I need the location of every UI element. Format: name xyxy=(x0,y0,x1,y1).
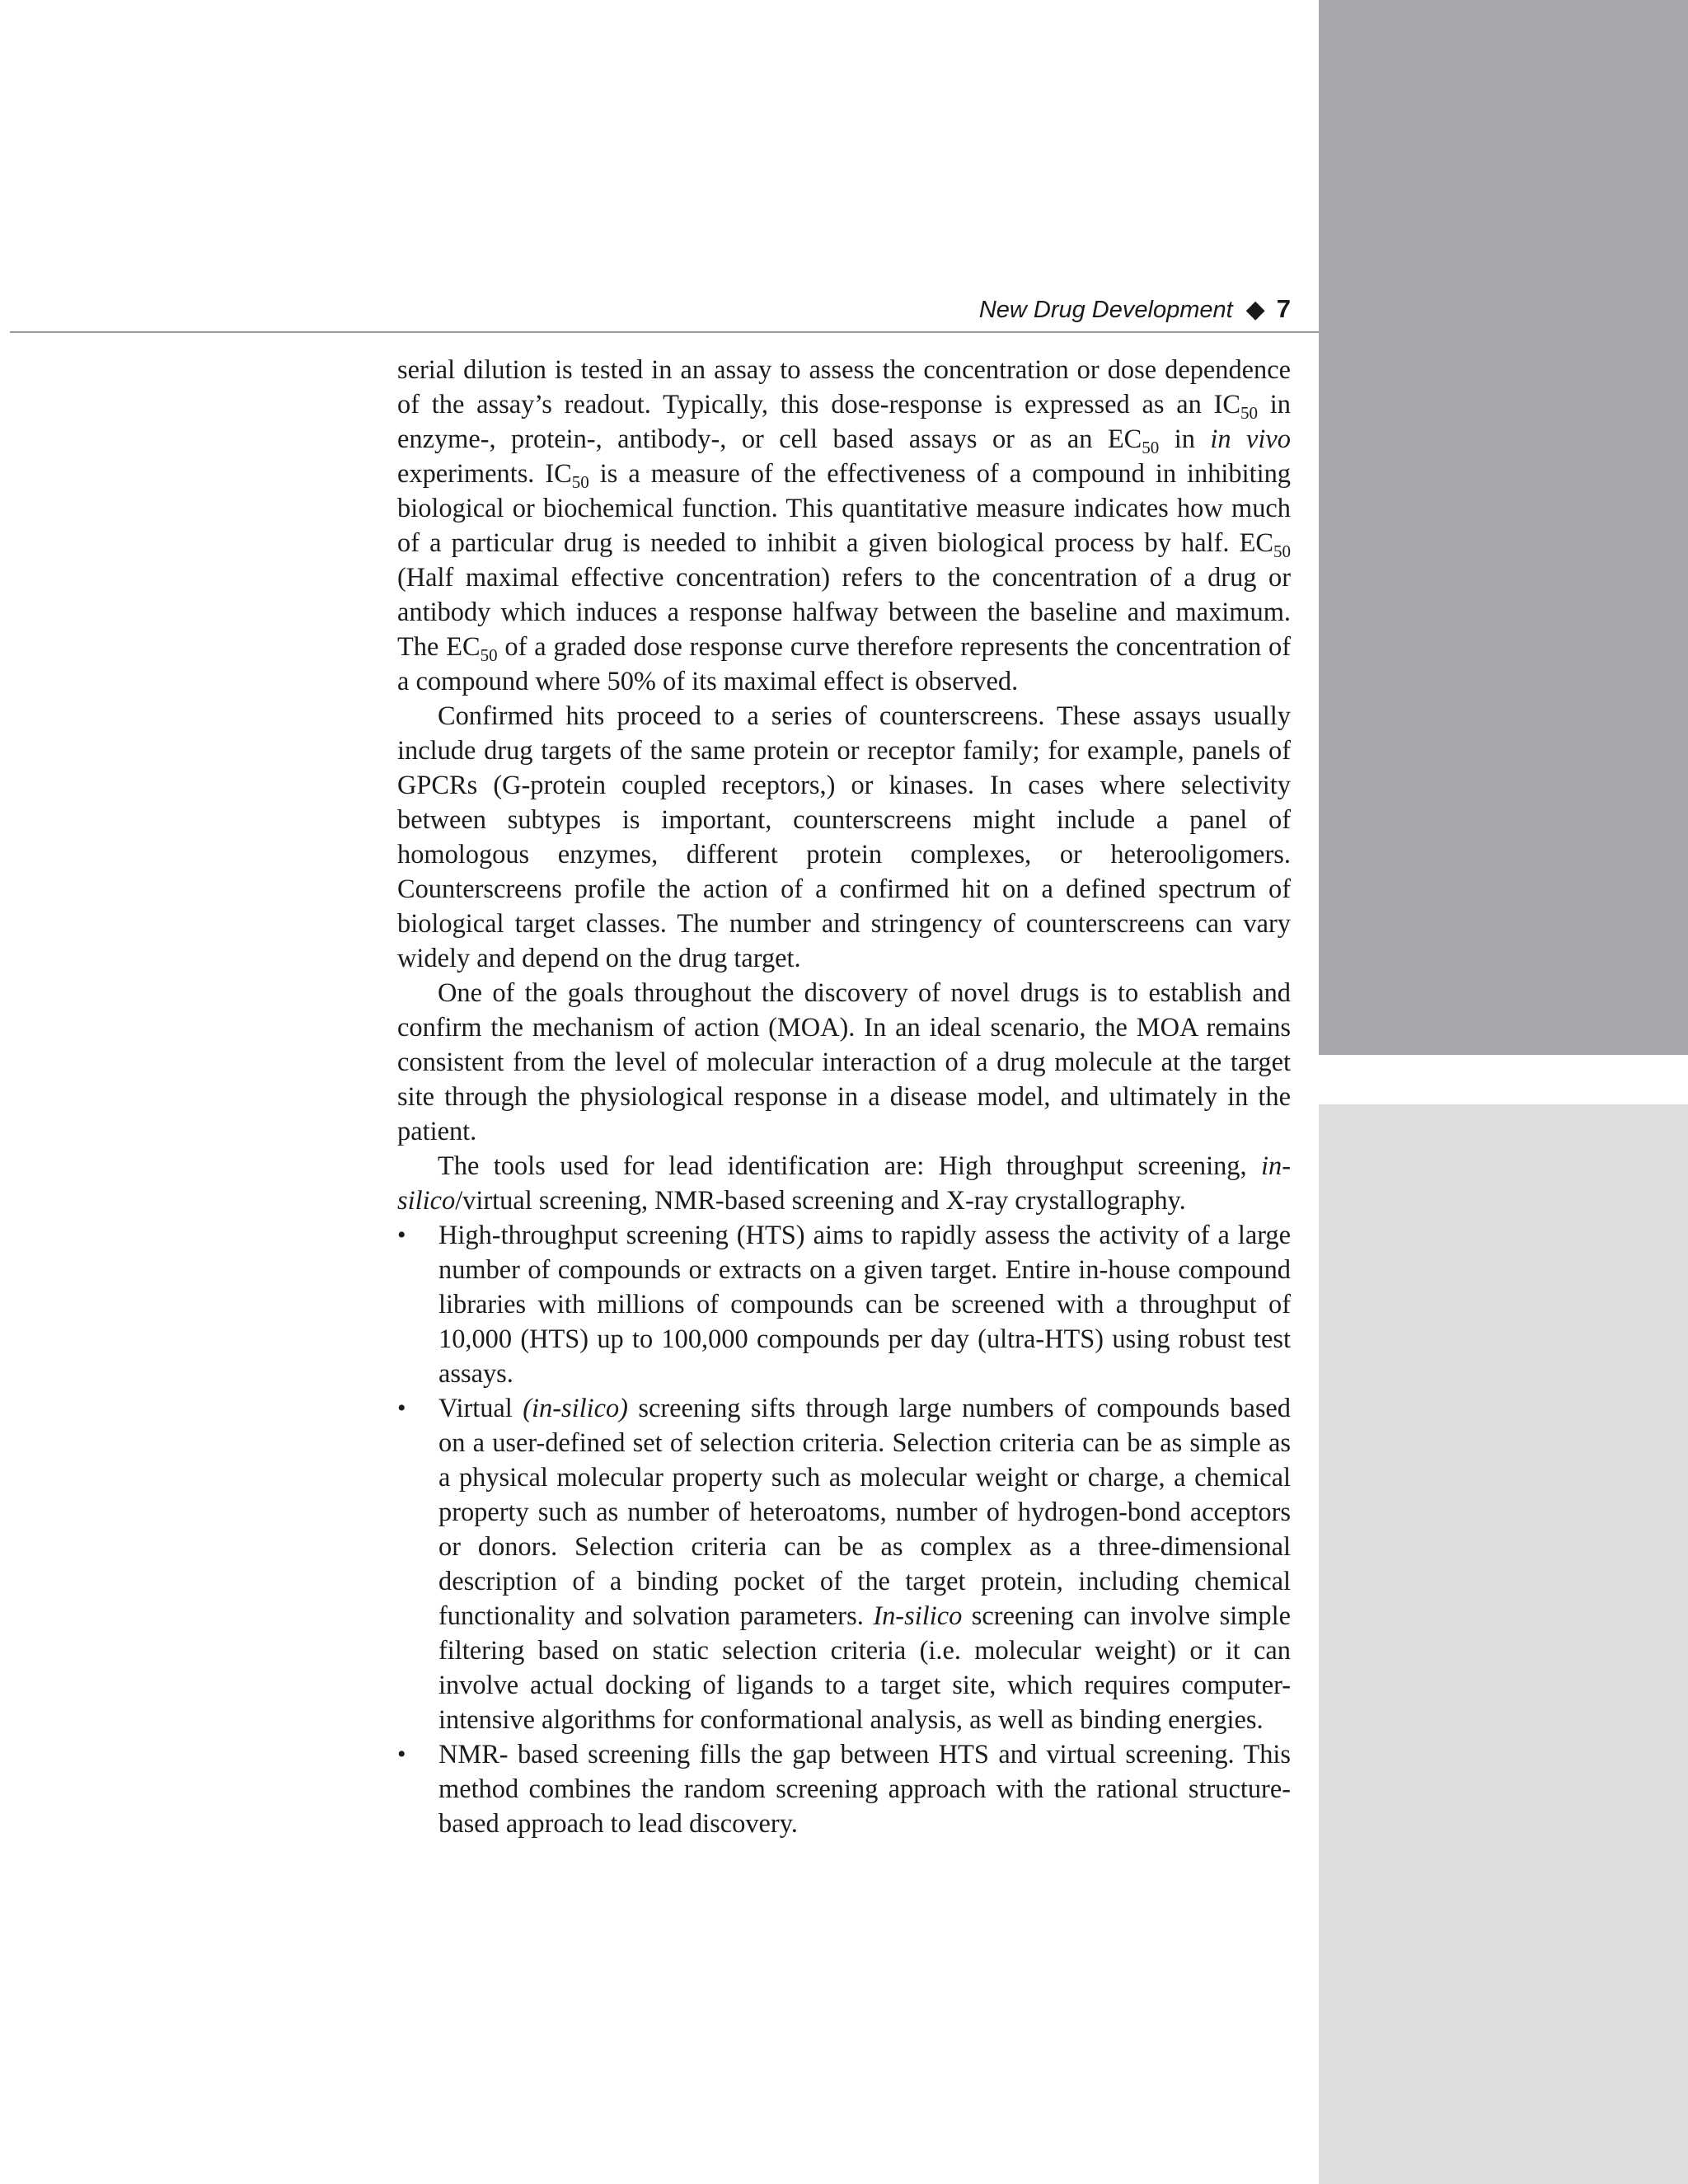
text-run: The tools used for lead identification are: High throughput screening, xyxy=(438,1151,1262,1181)
diamond-icon: ◆ xyxy=(1245,296,1265,323)
subscript: 50 xyxy=(480,645,498,665)
list-item-text: NMR- based screening fills the gap between HTS and virtual screening. This method combines the random screening approach with the rational structure-based approach to lead discovery. xyxy=(438,1740,1291,1839)
margin-tab-dark xyxy=(1319,0,1688,1055)
text-run: in xyxy=(1159,424,1211,454)
margin-tab-light xyxy=(1319,1104,1688,2184)
body-text xyxy=(397,353,1291,1841)
subscript: 50 xyxy=(1273,541,1291,561)
running-header-title: New Drug Development xyxy=(978,297,1233,323)
tool-list xyxy=(397,1218,1291,1841)
italic-text: (in-silico) xyxy=(523,1394,628,1423)
text-run: Virtual xyxy=(438,1394,523,1423)
list-item-hts xyxy=(397,1218,1291,1391)
text-run: is a measure of the effectiveness of a compound in inhibiting biological or biochemical function. This quantitative measure indicates how much of a particular drug is needed to inhibit a given biological process by half. EC xyxy=(397,459,1291,558)
text-run: screening can involve simple filtering based on static selection criteria (i.e. molecular weight) or it can involve actual docking of ligands to a target site, which requires computer-intensive algorithms for conformational analysis, as well as binding energies. xyxy=(438,1601,1291,1735)
italic-text: in-silico xyxy=(397,1151,1291,1216)
text-run: serial dilution is tested in an assay to assess the concentration or dose dependence of the assay’s readout. Typically, this dose-response is expressed as an IC xyxy=(397,355,1291,419)
paragraph-ic50 xyxy=(397,353,1291,699)
text-run: experiments. IC xyxy=(397,459,572,489)
subscript: 50 xyxy=(1142,438,1160,457)
page-number: 7 xyxy=(1276,294,1291,323)
paragraph-lead-tools xyxy=(397,1149,1291,1218)
text-run: of a graded dose response curve therefore represents the concentration of a compound where 50% of its maximal effect is observed. xyxy=(397,632,1291,696)
bullet-icon: • xyxy=(397,1741,406,1768)
paragraph-moa: One of the goals throughout the discovery of novel drugs is to establish and confirm the mechanism of action (MOA). In an ideal scenario, the MOA remains consistent from the level of molecular interaction of a drug molecule at the target site through the physiological response in a disease model, and ultimately in the patient. xyxy=(397,978,1291,1146)
header-rule xyxy=(10,331,1319,333)
text-run: in enzyme-, protein-, antibody-, or cell based assays or as an EC xyxy=(397,390,1291,454)
paragraph-counterscreens: Confirmed hits proceed to a series of counterscreens. These assays usually include drug targets of the same protein or receptor family; for example, panels of GPCRs (G-protein coupled receptors,) or kinases. In cases where selectivity between subtypes is important, counterscreens might include a panel of homologous enzymes, different protein complexes, or heterooligomers. Counterscreens profile the action of a confirmed hit on a defined spectrum of biological target classes. The number and stringency of counterscreens can vary widely and depend on the drug target. xyxy=(397,701,1291,973)
subscript: 50 xyxy=(571,472,589,492)
list-item-nmr-screening xyxy=(397,1737,1291,1841)
bullet-icon: • xyxy=(397,1394,406,1422)
italic-text: In-silico xyxy=(873,1601,963,1631)
list-item-text: High-throughput screening (HTS) aims to rapidly assess the activity of a large number of compounds or extracts on a given target. Entire in-house compound libraries with millions of compounds can be screened with a throughput of 10,000 (HTS) up to 100,000 compounds per day (ultra-HTS) using robust test assays. xyxy=(438,1221,1291,1389)
text-run: /virtual screening, NMR-based screening and X-ray crystallography. xyxy=(455,1186,1186,1216)
italic-text: in vivo xyxy=(1210,424,1291,454)
text-run: (Half maximal effective concentration) refers to the concentration of a drug or antibody which induces a response halfway between the baseline and maximum. The EC xyxy=(397,563,1291,662)
subscript: 50 xyxy=(1240,403,1259,423)
bullet-icon: • xyxy=(397,1221,406,1249)
text-run: screening sifts through large numbers of compounds based on a user-defined set of selection criteria. Selection criteria can be as simple as a physical molecular property such as molecular weight or charge, a chemical property such as number of heteroatoms, number of hydrogen-bond acceptors or donors. Selection criteria can be as complex as a three-dimensional description of a binding pocket of the target protein, including chemical functionality and solvation parameters. xyxy=(438,1394,1291,1631)
list-item-virtual-screening xyxy=(397,1391,1291,1737)
running-header xyxy=(0,293,1291,326)
